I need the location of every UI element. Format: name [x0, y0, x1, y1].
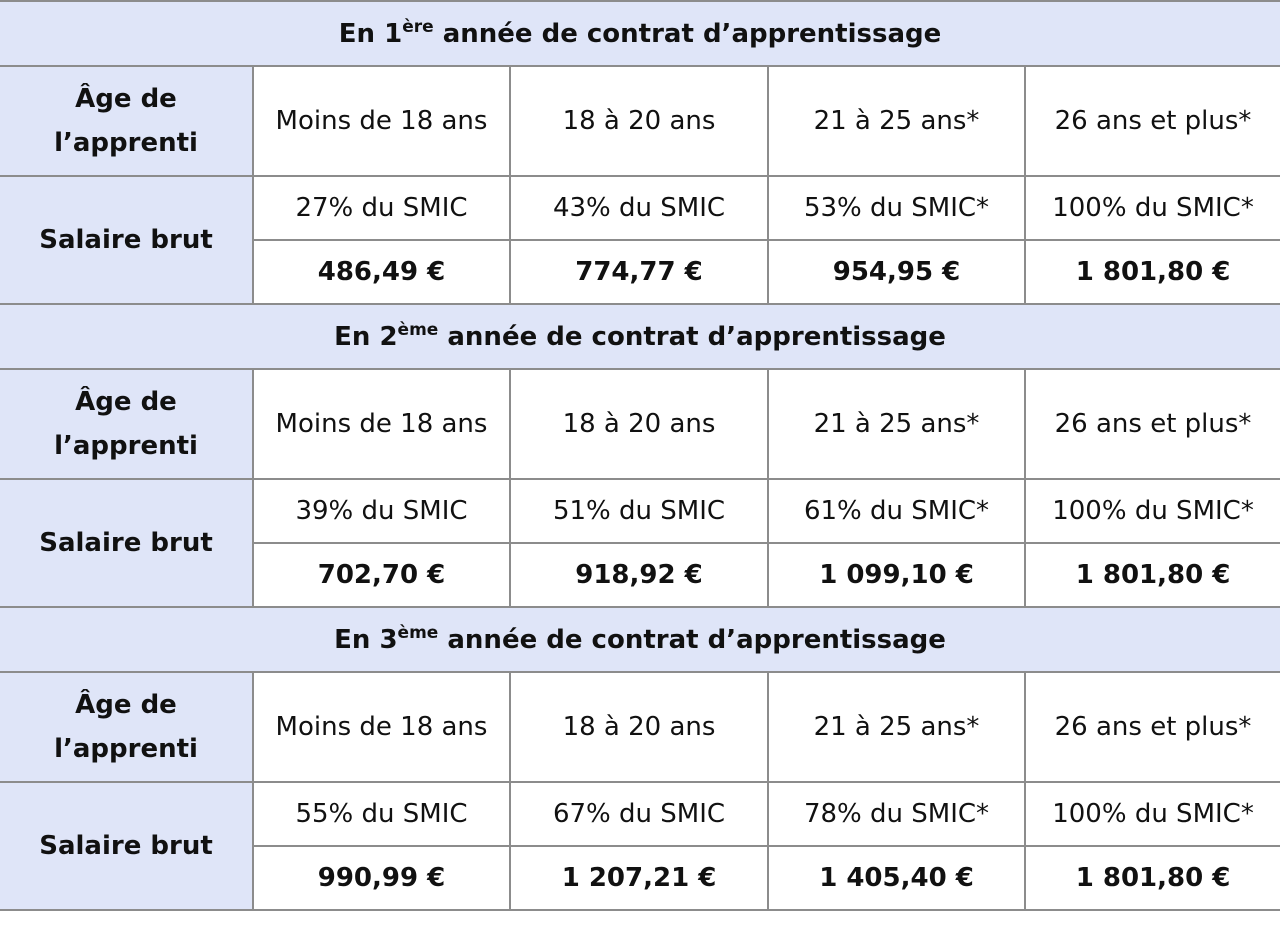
percentage-cell: 61% du SMIC* [768, 479, 1025, 543]
year-1-percentage-row [0, 176, 1280, 240]
amount-cell: 1 099,10 € [768, 543, 1025, 607]
age-cell: 18 à 20 ans [510, 369, 768, 479]
amount-cell: 1 207,21 € [510, 846, 768, 910]
age-cell: 18 à 20 ans [510, 672, 768, 782]
age-cell: Moins de 18 ans [253, 672, 510, 782]
percentage-cell: 100% du SMIC* [1025, 479, 1280, 543]
age-cell: Moins de 18 ans [253, 66, 510, 176]
year-1-age-row [0, 66, 1280, 176]
amount-cell: 1 801,80 € [1025, 846, 1280, 910]
age-label: Âge de l’apprenti [0, 369, 253, 479]
year-2-title: En 2ème année de contrat d’apprentissage [0, 304, 1280, 369]
year-2-percentage-row [0, 479, 1280, 543]
age-cell: 18 à 20 ans [510, 66, 768, 176]
amount-cell: 702,70 € [253, 543, 510, 607]
age-cell: 21 à 25 ans* [768, 672, 1025, 782]
year-2-age-row [0, 369, 1280, 479]
amount-cell: 1 801,80 € [1025, 240, 1280, 304]
year-3-age-row [0, 672, 1280, 782]
age-cell: Moins de 18 ans [253, 369, 510, 479]
percentage-cell: 39% du SMIC [253, 479, 510, 543]
amount-cell: 1 801,80 € [1025, 543, 1280, 607]
amount-cell: 954,95 € [768, 240, 1025, 304]
percentage-cell: 55% du SMIC [253, 782, 510, 846]
amount-cell: 486,49 € [253, 240, 510, 304]
percentage-cell: 100% du SMIC* [1025, 782, 1280, 846]
age-cell: 21 à 25 ans* [768, 369, 1025, 479]
percentage-cell: 100% du SMIC* [1025, 176, 1280, 240]
age-cell: 21 à 25 ans* [768, 66, 1025, 176]
year-1-title: En 1ère année de contrat d’apprentissage [0, 1, 1280, 66]
amount-cell: 1 405,40 € [768, 846, 1025, 910]
age-label: Âge de l’apprenti [0, 66, 253, 176]
age-cell: 26 ans et plus* [1025, 369, 1280, 479]
salary-label: Salaire brut [0, 782, 253, 910]
salary-label: Salaire brut [0, 176, 253, 304]
year-3-percentage-row [0, 782, 1280, 846]
amount-cell: 774,77 € [510, 240, 768, 304]
amount-cell: 918,92 € [510, 543, 768, 607]
percentage-cell: 43% du SMIC [510, 176, 768, 240]
percentage-cell: 27% du SMIC [253, 176, 510, 240]
year-2-header-row [0, 304, 1280, 369]
year-1-header-row [0, 1, 1280, 66]
salary-label: Salaire brut [0, 479, 253, 607]
amount-cell: 990,99 € [253, 846, 510, 910]
percentage-cell: 51% du SMIC [510, 479, 768, 543]
year-3-header-row [0, 607, 1280, 672]
percentage-cell: 53% du SMIC* [768, 176, 1025, 240]
age-cell: 26 ans et plus* [1025, 672, 1280, 782]
age-cell: 26 ans et plus* [1025, 66, 1280, 176]
year-3-title: En 3ème année de contrat d’apprentissage [0, 607, 1280, 672]
age-label: Âge de l’apprenti [0, 672, 253, 782]
percentage-cell: 78% du SMIC* [768, 782, 1025, 846]
percentage-cell: 67% du SMIC [510, 782, 768, 846]
